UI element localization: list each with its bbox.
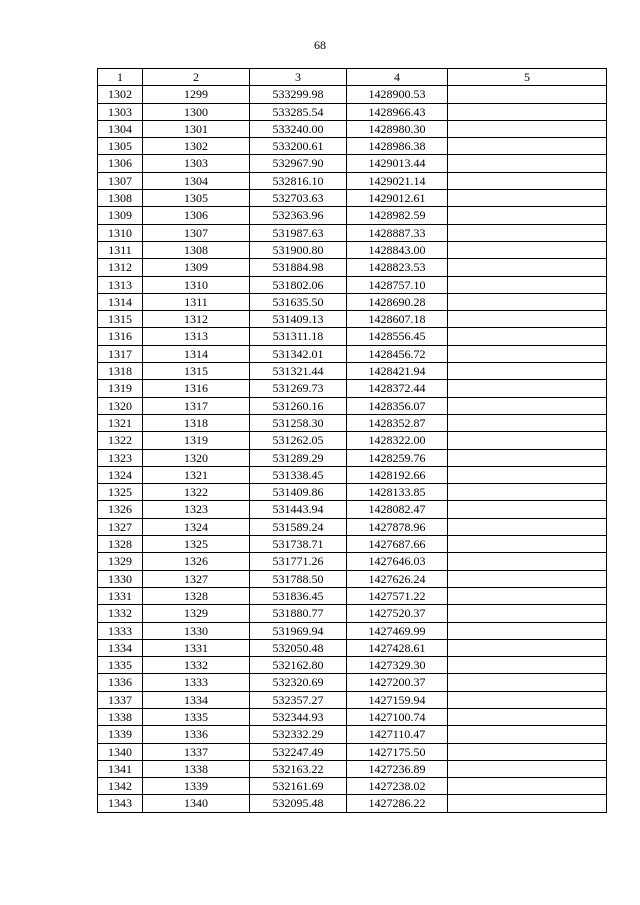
table-cell-col-5 [448,190,607,207]
header-cell-5: 5 [448,69,607,86]
table-cell-col-1: 1302 [98,86,143,103]
table-cell-col-1: 1307 [98,172,143,189]
table-cell-col-5 [448,380,607,397]
table-row [98,778,607,795]
table-cell-col-2: 1309 [143,259,250,276]
table-cell-col-5 [448,760,607,777]
table-cell-col-2: 1340 [143,795,250,812]
table-cell-col-5 [448,795,607,812]
table-cell-col-2: 1338 [143,760,250,777]
table-cell-col-5 [448,536,607,553]
table-cell-col-5 [448,172,607,189]
table-cell-col-3: 531987.63 [250,224,347,241]
table-cell-col-5 [448,622,607,639]
table-cell-col-2: 1315 [143,363,250,380]
table-cell-col-2: 1327 [143,570,250,587]
table-cell-col-2: 1326 [143,553,250,570]
table-cell-col-3: 532050.48 [250,639,347,656]
table-cell-col-1: 1303 [98,103,143,120]
table-cell-col-3: 531836.45 [250,587,347,604]
table-cell-col-3: 532363.96 [250,207,347,224]
table-cell-col-3: 532344.93 [250,708,347,725]
table-cell-col-3: 531802.06 [250,276,347,293]
table-cell-col-5 [448,397,607,414]
table-cell-col-5 [448,501,607,518]
table-cell-col-2: 1320 [143,449,250,466]
table-cell-col-2: 1334 [143,691,250,708]
table-row [98,449,607,466]
table-cell-col-5 [448,553,607,570]
table-cell-col-5 [448,103,607,120]
table-cell-col-4: 1428322.00 [347,432,448,449]
table-cell-col-5 [448,743,607,760]
table-cell-col-4: 1427646.03 [347,553,448,570]
table-cell-col-2: 1308 [143,241,250,258]
table-row [98,190,607,207]
table-cell-col-1: 1329 [98,553,143,570]
table-cell-col-4: 1428456.72 [347,345,448,362]
table-cell-col-1: 1325 [98,484,143,501]
table-row [98,397,607,414]
table-cell-col-4: 1429021.14 [347,172,448,189]
table-row [98,605,607,622]
table-cell-col-5 [448,518,607,535]
table-row [98,432,607,449]
table-cell-col-3: 531342.01 [250,345,347,362]
table-cell-col-4: 1427687.66 [347,536,448,553]
table-cell-col-5 [448,605,607,622]
table-cell-col-5 [448,363,607,380]
table-cell-col-2: 1307 [143,224,250,241]
table-cell-col-2: 1330 [143,622,250,639]
table-cell-col-4: 1427571.22 [347,587,448,604]
table-cell-col-2: 1312 [143,311,250,328]
table-cell-col-4: 1428900.53 [347,86,448,103]
table-cell-col-3: 532162.80 [250,657,347,674]
table-cell-col-4: 1429012.61 [347,190,448,207]
table-cell-col-3: 531321.44 [250,363,347,380]
table-cell-col-1: 1310 [98,224,143,241]
table-cell-col-3: 532703.63 [250,190,347,207]
table-row [98,138,607,155]
table-cell-col-5 [448,259,607,276]
table-cell-col-2: 1321 [143,466,250,483]
table-row [98,760,607,777]
table-cell-col-5 [448,138,607,155]
table-row [98,639,607,656]
table-cell-col-2: 1331 [143,639,250,656]
table-cell-col-5 [448,570,607,587]
table-cell-col-4: 1428192.66 [347,466,448,483]
table-cell-col-3: 531788.50 [250,570,347,587]
table-cell-col-4: 1428556.45 [347,328,448,345]
table-cell-col-4: 1427286.22 [347,795,448,812]
table-cell-col-4: 1428372.44 [347,380,448,397]
table-cell-col-5 [448,414,607,431]
table-cell-col-3: 531635.50 [250,293,347,310]
table-cell-col-5 [448,224,607,241]
table-row [98,691,607,708]
table-cell-col-2: 1317 [143,397,250,414]
table-cell-col-3: 531589.24 [250,518,347,535]
table-cell-col-5 [448,120,607,137]
table-cell-col-4: 1428966.43 [347,103,448,120]
table-cell-col-1: 1328 [98,536,143,553]
table-cell-col-2: 1314 [143,345,250,362]
table-cell-col-1: 1306 [98,155,143,172]
header-cell-4: 4 [347,69,448,86]
table-cell-col-3: 531311.18 [250,328,347,345]
table-cell-col-4: 1427238.02 [347,778,448,795]
table-cell-col-1: 1324 [98,466,143,483]
table-cell-col-4: 1427626.24 [347,570,448,587]
table-row [98,414,607,431]
header-cell-2: 2 [143,69,250,86]
table-cell-col-5 [448,276,607,293]
table-cell-col-1: 1343 [98,795,143,812]
table-cell-col-2: 1323 [143,501,250,518]
table-cell-col-1: 1338 [98,708,143,725]
table-cell-col-1: 1337 [98,691,143,708]
table-row [98,587,607,604]
table-cell-col-5 [448,484,607,501]
table-row [98,501,607,518]
table-cell-col-5 [448,86,607,103]
table-cell-col-2: 1325 [143,536,250,553]
table-cell-col-1: 1304 [98,120,143,137]
table-cell-col-2: 1336 [143,726,250,743]
table-row [98,795,607,812]
table-row [98,103,607,120]
table-cell-col-2: 1324 [143,518,250,535]
table-cell-col-4: 1427329.30 [347,657,448,674]
table-cell-col-3: 533299.98 [250,86,347,103]
table-cell-col-1: 1327 [98,518,143,535]
table-cell-col-2: 1328 [143,587,250,604]
table-row [98,120,607,137]
table-row [98,363,607,380]
table-cell-col-5 [448,311,607,328]
table-cell-col-2: 1299 [143,86,250,103]
table-cell-col-5 [448,708,607,725]
table-cell-col-4: 1427100.74 [347,708,448,725]
table-cell-col-1: 1330 [98,570,143,587]
table-cell-col-2: 1318 [143,414,250,431]
table-cell-col-4: 1428352.87 [347,414,448,431]
table-cell-col-1: 1320 [98,397,143,414]
table-cell-col-5 [448,241,607,258]
table-cell-col-1: 1323 [98,449,143,466]
table-row [98,536,607,553]
table-cell-col-3: 532163.22 [250,760,347,777]
table-cell-col-1: 1322 [98,432,143,449]
table-cell-col-1: 1313 [98,276,143,293]
table-cell-col-5 [448,639,607,656]
table-cell-col-2: 1332 [143,657,250,674]
table-cell-col-4: 1429013.44 [347,155,448,172]
table-cell-col-4: 1428823.53 [347,259,448,276]
table-cell-col-5 [448,657,607,674]
table-cell-col-5 [448,726,607,743]
table-cell-col-3: 531969.94 [250,622,347,639]
table-cell-col-3: 532161.69 [250,778,347,795]
table-cell-col-1: 1342 [98,778,143,795]
table-cell-col-1: 1314 [98,293,143,310]
table-row [98,657,607,674]
table-cell-col-5 [448,155,607,172]
table-cell-col-1: 1317 [98,345,143,362]
table-cell-col-1: 1309 [98,207,143,224]
header-cell-3: 3 [250,69,347,86]
table-header [98,69,607,86]
table-cell-col-2: 1305 [143,190,250,207]
header-cell-1: 1 [98,69,143,86]
table-cell-col-3: 531338.45 [250,466,347,483]
table-cell-col-1: 1319 [98,380,143,397]
table-cell-col-4: 1428986.38 [347,138,448,155]
table-cell-col-3: 532320.69 [250,674,347,691]
table-cell-col-2: 1304 [143,172,250,189]
table-cell-col-1: 1318 [98,363,143,380]
table-cell-col-3: 531258.30 [250,414,347,431]
table-cell-col-1: 1321 [98,414,143,431]
table-cell-col-2: 1337 [143,743,250,760]
table-cell-col-5 [448,449,607,466]
table-cell-col-2: 1302 [143,138,250,155]
table-cell-col-1: 1316 [98,328,143,345]
table-cell-col-4: 1427110.47 [347,726,448,743]
table-cell-col-3: 532332.29 [250,726,347,743]
table-row [98,241,607,258]
table-cell-col-3: 531880.77 [250,605,347,622]
table-cell-col-2: 1301 [143,120,250,137]
page-number: 68 [314,38,326,52]
table-cell-col-5 [448,345,607,362]
table-cell-col-3: 532816.10 [250,172,347,189]
table-cell-col-3: 531269.73 [250,380,347,397]
table-cell-col-3: 532247.49 [250,743,347,760]
table-cell-col-1: 1305 [98,138,143,155]
table-row [98,380,607,397]
table-cell-col-2: 1313 [143,328,250,345]
table-cell-col-4: 1427469.99 [347,622,448,639]
table-cell-col-1: 1308 [98,190,143,207]
table-cell-col-5 [448,674,607,691]
table-cell-col-3: 532967.90 [250,155,347,172]
table-cell-col-4: 1427200.37 [347,674,448,691]
table-cell-col-3: 531738.71 [250,536,347,553]
table-cell-col-3: 531409.13 [250,311,347,328]
table-cell-col-2: 1319 [143,432,250,449]
table-row [98,553,607,570]
table-row [98,172,607,189]
table-cell-col-4: 1428757.10 [347,276,448,293]
table-cell-col-4: 1428607.18 [347,311,448,328]
table-cell-col-5 [448,587,607,604]
table-cell-col-4: 1427878.96 [347,518,448,535]
table-cell-col-2: 1306 [143,207,250,224]
table-row [98,726,607,743]
table-cell-col-3: 532357.27 [250,691,347,708]
table-row [98,708,607,725]
table-cell-col-1: 1312 [98,259,143,276]
table-row [98,224,607,241]
table-cell-col-3: 532095.48 [250,795,347,812]
table-cell-col-5 [448,778,607,795]
table-cell-col-4: 1428980.30 [347,120,448,137]
table-cell-col-2: 1335 [143,708,250,725]
table-cell-col-1: 1340 [98,743,143,760]
table-cell-col-3: 531260.16 [250,397,347,414]
table-cell-col-4: 1428887.33 [347,224,448,241]
table-cell-col-5 [448,691,607,708]
table-cell-col-1: 1336 [98,674,143,691]
table-row [98,259,607,276]
table-cell-col-1: 1334 [98,639,143,656]
table-cell-col-2: 1303 [143,155,250,172]
table-cell-col-4: 1428421.94 [347,363,448,380]
table-cell-col-1: 1311 [98,241,143,258]
table-cell-col-4: 1427428.61 [347,639,448,656]
table-cell-col-2: 1311 [143,293,250,310]
table-cell-col-1: 1333 [98,622,143,639]
table-cell-col-4: 1428082.47 [347,501,448,518]
table-cell-col-3: 533285.54 [250,103,347,120]
table-cell-col-4: 1428356.07 [347,397,448,414]
table-cell-col-2: 1316 [143,380,250,397]
table-cell-col-2: 1329 [143,605,250,622]
table-row [98,155,607,172]
table-row [98,518,607,535]
table-row [98,311,607,328]
table-row [98,466,607,483]
table-row [98,743,607,760]
table-cell-col-4: 1428690.28 [347,293,448,310]
table-cell-col-3: 533200.61 [250,138,347,155]
table-cell-col-5 [448,328,607,345]
table-row [98,345,607,362]
table-cell-col-4: 1427159.94 [347,691,448,708]
table-cell-col-1: 1326 [98,501,143,518]
table-body [98,86,607,812]
table-cell-col-4: 1428982.59 [347,207,448,224]
table-cell-col-4: 1427175.50 [347,743,448,760]
table-cell-col-3: 531443.94 [250,501,347,518]
table-cell-col-3: 531289.29 [250,449,347,466]
table-row [98,622,607,639]
table-cell-col-5 [448,293,607,310]
table-row [98,86,607,103]
table-cell-col-4: 1428259.76 [347,449,448,466]
table-row [98,207,607,224]
table-cell-col-1: 1335 [98,657,143,674]
table-cell-col-4: 1427520.37 [347,605,448,622]
table-cell-col-1: 1315 [98,311,143,328]
table-row [98,674,607,691]
table-cell-col-3: 533240.00 [250,120,347,137]
table-cell-col-4: 1428843.00 [347,241,448,258]
table-cell-col-5 [448,207,607,224]
table-cell-col-3: 531884.98 [250,259,347,276]
table-cell-col-3: 531262.05 [250,432,347,449]
table-cell-col-3: 531409.86 [250,484,347,501]
table-row [98,328,607,345]
table-row [98,276,607,293]
table-cell-col-3: 531900.80 [250,241,347,258]
table-cell-col-4: 1428133.85 [347,484,448,501]
coordinates-table [97,68,607,813]
table-cell-col-4: 1427236.89 [347,760,448,777]
table-row [98,293,607,310]
table-cell-col-3: 531771.26 [250,553,347,570]
table-cell-col-1: 1341 [98,760,143,777]
table-cell-col-5 [448,466,607,483]
table-cell-col-2: 1322 [143,484,250,501]
table-row [98,484,607,501]
table-cell-col-1: 1339 [98,726,143,743]
table-cell-col-2: 1300 [143,103,250,120]
table-cell-col-1: 1332 [98,605,143,622]
table-cell-col-1: 1331 [98,587,143,604]
header-row [98,69,607,86]
table-cell-col-2: 1333 [143,674,250,691]
table-cell-col-5 [448,432,607,449]
table-cell-col-2: 1339 [143,778,250,795]
table-row [98,570,607,587]
table-cell-col-2: 1310 [143,276,250,293]
